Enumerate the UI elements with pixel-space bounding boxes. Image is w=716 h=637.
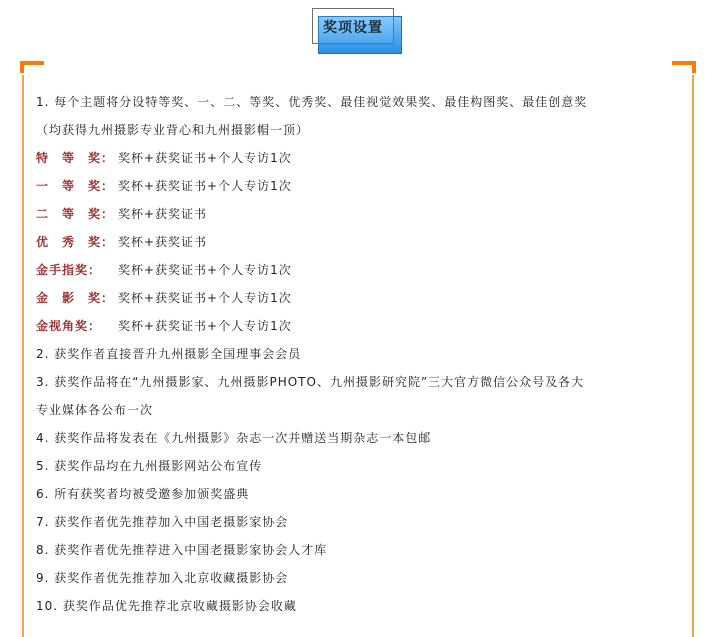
award-item-3: 3. 获奖作品将在“九州摄影家、九州摄影PHOTO、九州摄影研究院”三大官方微信公众号及各大 — [36, 375, 585, 389]
frame-corner-right-vertical — [692, 61, 696, 73]
award-content — [36, 88, 684, 620]
prize-row — [36, 200, 684, 228]
prize-desc: 奖杯+获奖证书 — [118, 235, 208, 249]
frame-right-border — [692, 75, 694, 637]
award-item-1-note: （均获得九州摄影专业背心和九州摄影帽一顶） — [36, 123, 310, 137]
prize-name: 金视角奖： — [36, 319, 102, 333]
prize-name: 金手指奖： — [36, 263, 102, 277]
prize-row — [36, 172, 684, 200]
award-item-6: 6. 所有获奖者均被受邀参加颁奖盛典 — [36, 487, 250, 501]
prize-name: 一 等 奖： — [36, 179, 115, 193]
award-item-4: 4. 获奖作品将发表在《九州摄影》杂志一次并赠送当期杂志一本包邮 — [36, 431, 432, 445]
prize-desc: 奖杯+获奖证书+个人专访1次 — [118, 151, 292, 165]
award-item-1: 1. 每个主题将分设特等奖、一、二、等奖、优秀奖、最佳视觉效果奖、最佳构图奖、最佳创意奖 — [36, 95, 588, 109]
award-item-9: 9. 获奖作者优先推荐加入北京收藏摄影协会 — [36, 571, 289, 585]
prize-row — [36, 144, 684, 172]
section-title: 奖项设置 — [323, 20, 383, 36]
prize-desc: 奖杯+获奖证书+个人专访1次 — [118, 319, 292, 333]
prize-row — [36, 256, 684, 284]
title-badge-box — [312, 8, 394, 44]
award-item-3-continued: 专业媒体各公布一次 — [36, 403, 154, 417]
prize-name: 金 影 奖： — [36, 291, 115, 305]
prize-name: 特 等 奖： — [36, 151, 115, 165]
prize-name: 二 等 奖： — [36, 207, 115, 221]
frame-corner-left-vertical — [20, 61, 24, 73]
award-item-5: 5. 获奖作品均在九州摄影网站公布宣传 — [36, 459, 263, 473]
prize-row — [36, 284, 684, 312]
prize-desc: 奖杯+获奖证书 — [118, 207, 208, 221]
prize-desc: 奖杯+获奖证书+个人专访1次 — [118, 291, 292, 305]
award-item-7: 7. 获奖作者优先推荐加入中国老摄影家协会 — [36, 515, 289, 529]
prize-desc: 奖杯+获奖证书+个人专访1次 — [118, 263, 292, 277]
prize-name: 优 秀 奖： — [36, 235, 115, 249]
frame-left-border — [22, 75, 24, 637]
prize-row — [36, 312, 684, 340]
prize-desc: 奖杯+获奖证书+个人专访1次 — [118, 179, 292, 193]
award-item-8: 8. 获奖作者优先推荐进入中国老摄影家协会人才库 — [36, 543, 328, 557]
award-item-10: 10. 获奖作品优先推荐北京收藏摄影协会收藏 — [36, 599, 297, 613]
section-title-badge — [312, 8, 404, 54]
prize-row — [36, 228, 684, 256]
award-item-2: 2. 获奖作者直接晋升九州摄影全国理事会会员 — [36, 347, 302, 361]
